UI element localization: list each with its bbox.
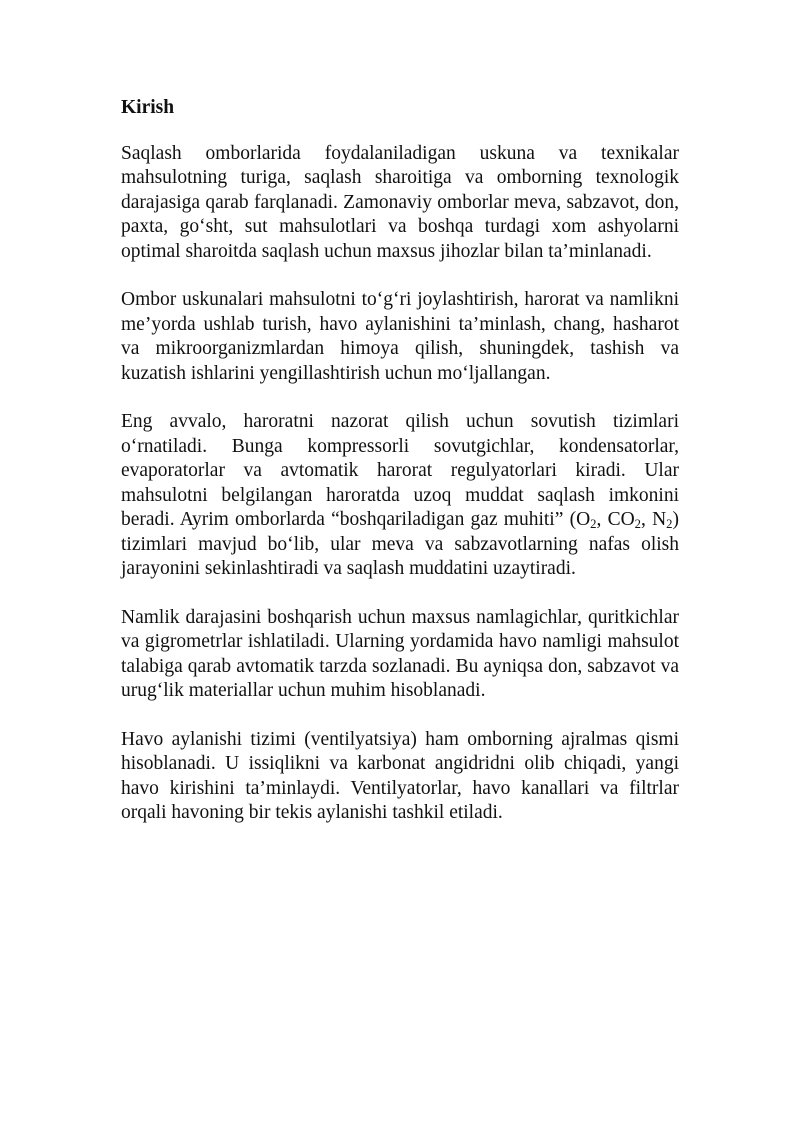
document-page <box>121 96 679 850</box>
paragraph-4: Namlik darajasini boshqarish uchun maxsus namlagichlar, quritkichlar va gigrometrlar ishlatiladi. Ularning yordamida havo namligi mahsulot talabiga qarab avtomatik tarzda sozlanadi. Bu ayniqsa don, sabzavot va urug‘lik materiallar uchun muhim hisoblanadi. <box>121 606 679 701</box>
paragraph-3 <box>121 410 679 582</box>
paragraph-1: Saqlash omborlarida foydalaniladigan uskuna va texnikalar mahsulotning turiga, saqlash sharoitiga va omborning texnologik darajasiga qarab farqlanadi. Zamonaviy omborlar meva, sabzavot, don, paxta, go‘sht, sut mahsulotlari va boshqa turdagi xom ashyolarni optimal sharoitda saqlash uchun maxsus jihozlar bilan ta’minlanadi. <box>121 142 679 262</box>
paragraph-3-text-c: , N <box>641 509 667 530</box>
oxygen-subscript: 2 <box>590 517 597 532</box>
paragraph-3-text-a: Eng avvalo, haroratni nazorat qilish uchun sovutish tizimlari o‘rnatiladi. Bunga kompressorli sovutgichlar, kondensatorlar, evaporatorlar va avtomatik harorat regulyatorlari kiradi. Ular mahsulotni belgilangan haroratda uzoq muddat saqlash imkonini beradi. Ayrim omborlarda “boshqariladigan gaz muhiti” (O <box>121 411 679 530</box>
paragraph-3-text-d: ) tizimlari mavjud bo‘lib, ular meva va sabzavotlarning nafas olish jarayonini sekinlashtiradi va saqlash muddatini uzaytiradi. <box>121 509 679 579</box>
nitrogen-subscript: 2 <box>666 517 673 532</box>
carbon-dioxide-subscript: 2 <box>634 517 641 532</box>
section-heading: Kirish <box>121 97 175 118</box>
paragraph-3-text-b: , CO <box>596 509 635 530</box>
paragraph-5: Havo aylanishi tizimi (ventilyatsiya) ham omborning ajralmas qismi hisoblanadi. U issiqlikni va karbonat angidridni olib chiqadi, yangi havo kirishini ta’minlaydi. Ventilyatorlar, havo kanallari va filtrlar orqali havoning bir tekis aylanishi tashkil etiladi. <box>121 728 679 823</box>
paragraph-2: Ombor uskunalari mahsulotni to‘g‘ri joylashtirish, harorat va namlikni me’yorda ushlab turish, havo aylanishini ta’minlash, chang, hasharot va mikroorganizmlardan himoya qilish, shuningdek, tashish va kuzatish ishlarini yengillashtirish uchun mo‘ljallangan. <box>121 289 679 384</box>
